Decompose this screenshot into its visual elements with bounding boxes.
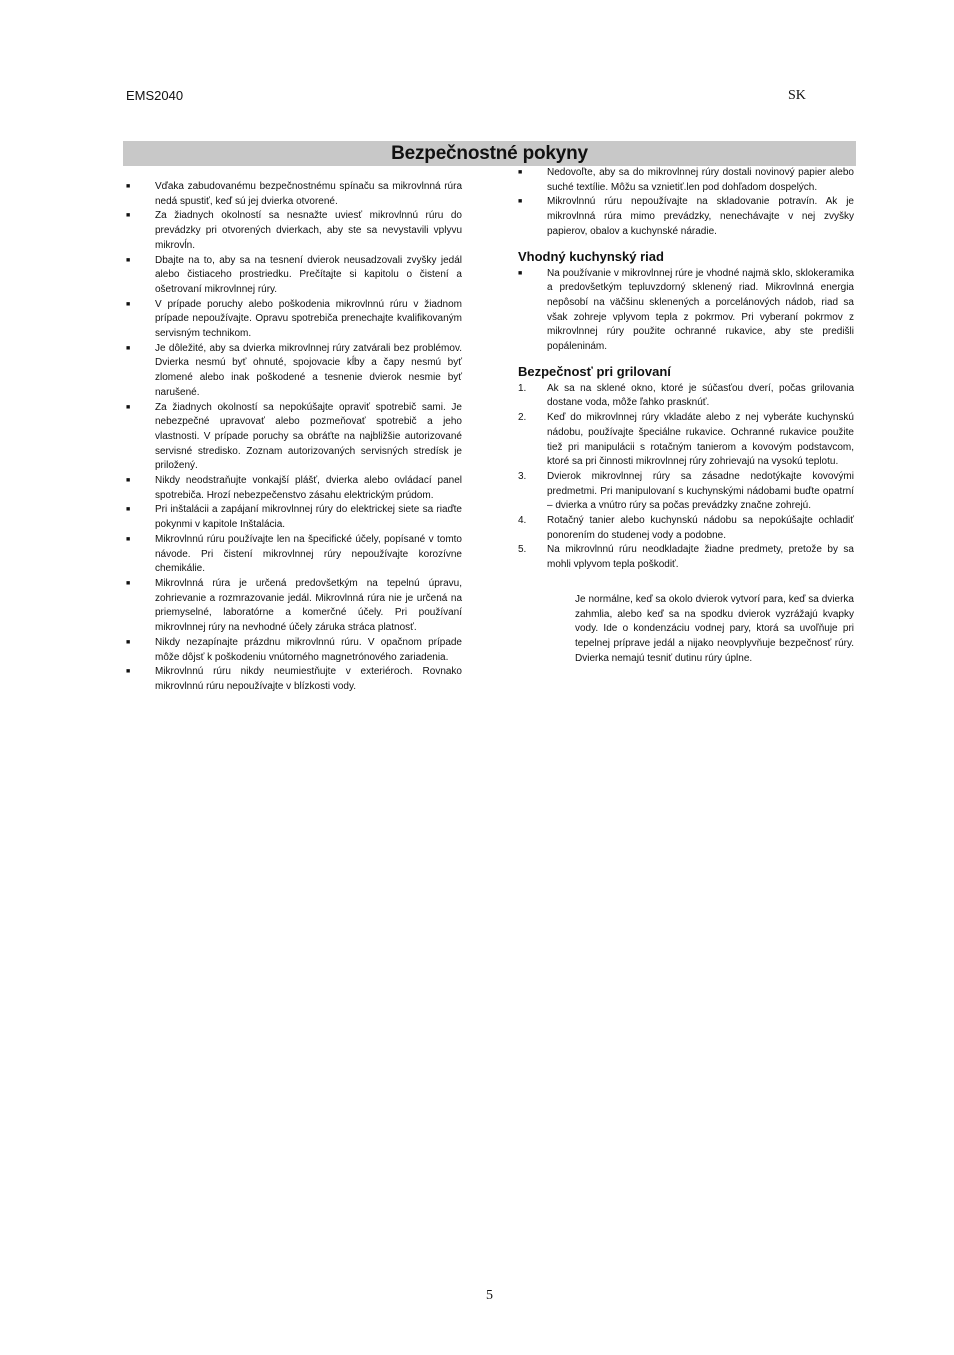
condensation-note: Je normálne, keď sa okolo dvierok vytvorí para, keď sa dvierka zahmlia, alebo keď sa na spodku dvierok vyzrážajú kvapky vody. Ide o kondenzáciu vodnej pary, ktorá sa uvoľňuje pri tepelnej príprave jedál a nijako neovplyvňuje bezpečnosť rúry. Dvierka nemajú tesniť dutinu rúry úplne. [575, 593, 854, 664]
list-item: ■ Pri inštalácii a zapájaní mikrovlnnej rúry do elektrickej siete sa riaďte pokynmi v kapitole Inštalácia. [126, 504, 462, 531]
bullet-icon: ■ [126, 668, 131, 676]
numbered-item: 1. Ak sa na sklené okno, ktoré je súčasťou dverí, počas grilovania dostane voda, môže ľahko prasknúť. [518, 382, 854, 409]
bullet-icon: ■ [126, 256, 131, 264]
bullet-icon: ■ [518, 269, 523, 277]
bullet-icon: ■ [126, 477, 131, 485]
list-item: ■ Dbajte na to, aby sa na tesnení dvierok neusadzovali zvyšky jedál alebo čistiaceho prostriedku. Prečítajte si kapitolu o čistení a ošetrovaní mikrovlnnej rúry. [126, 254, 462, 295]
item-number: 1. [518, 382, 527, 394]
bullet-icon: ■ [126, 506, 131, 514]
section-heading-kitchenware: Vhodný kuchynský riad [518, 248, 664, 264]
list-item: ■ Mikrovlnnú rúru nepoužívajte na skladovanie potravín. Ak je mikrovlnná rúra mimo prevádzky, nenechávajte v nej zvyšky papierov, obalov a kuchynské náradie. [518, 196, 854, 237]
bullet-icon: ■ [126, 344, 131, 352]
bullet-icon: ■ [518, 198, 523, 206]
list-item: ■ Mikrovlnnú rúru nikdy neumiestňujte v exteriéroch. Rovnako mikrovlnnú rúru nepoužívajte v blízkosti vody. [126, 666, 462, 692]
list-item: ■ V prípade poruchy alebo poškodenia mikrovlnnú rúru v žiadnom prípade nepoužívajte. Opravu spotrebiča prenechajte kvalifikovaným servisným technikom. [126, 298, 462, 340]
list-item: ■ Za žiadnych okolností sa nesnažte uviesť mikrovlnnú rúru do prevádzky pri otvorených dvierkach, aby ste sa nevystavili vplyvu mikrovĺn. [126, 210, 462, 251]
numbered-item: 4. Rotačný tanier alebo kuchynskú nádobu sa nepokúšajte ochladiť ponorením do studenej vody a podobne. [518, 515, 854, 541]
numbered-item: 5. Na mikrovlnnú rúru neodkladajte žiadne predmety, pretože by sa mohli vplyvom tepla poškodiť. [518, 544, 854, 571]
bullet-icon: ■ [126, 183, 131, 190]
bullet-icon: ■ [518, 169, 523, 176]
numbered-item: 2. Keď do mikrovlnnej rúry vkladáte alebo z nej vyberáte kuchynskú nádobu, používajte špeciálne rukavice. Ochranné rukavice použite tiež pri manipulácii s rotačným tanierom a kovovým podstavcom, ktoré sa pri činnosti mikrovlnnej rúry zohrievajú na vysokú teplotu. [518, 412, 854, 468]
section-heading-grill-safety: Bezpečnosť pri grilovaní [518, 363, 671, 379]
list-item: ■ Nedovoľte, aby sa do mikrovlnnej rúry dostali novinový papier alebo suché textílie. Môžu sa vznietiť.len pod dohľadom dospelých. [518, 167, 854, 193]
right-column [518, 166, 854, 666]
list-item: ■ Nikdy neodstraňujte vonkajší plášť, dvierka alebo ovládací panel spotrebiča. Hrozí nebezpečenstvo zásahu elektrickým prúdom. [126, 475, 462, 501]
item-number: 4. [518, 515, 527, 527]
bullet-icon: ■ [126, 212, 131, 220]
list-item: ■ Za žiadnych okolností sa nepokúšajte opraviť spotrebič sami. Je nebezpečné upravovať alebo pozmeňovať spotrebič a jeho vlastnosti. V prípade poruchy sa obráťte na najbližšie autorizované servisné stredisko. Zoznam autorizovaných servisných stredísk je priložený. [126, 401, 462, 472]
item-number: 3. [518, 470, 527, 482]
item-number: 5. [518, 544, 527, 556]
bullet-icon: ■ [126, 300, 131, 308]
left-column [126, 180, 462, 695]
document-language: SK [788, 88, 806, 103]
title-bar [123, 141, 856, 166]
list-item: ■ Mikrovlnnú rúru používajte len na špecifické účely, popísané v tomto návode. Pri čistení mikrovlnnej rúry nepoužívajte korozívne chemikálie. [126, 533, 462, 575]
bullet-icon: ■ [126, 535, 131, 543]
list-item: ■ Nikdy nezapínajte prázdnu mikrovlnnú rúru. V opačnom prípade môže dôjsť k poškodeniu vnútorného magnetrónového zariadenia. [126, 636, 462, 663]
document-model: EMS2040 [126, 88, 184, 103]
item-number: 2. [518, 412, 527, 424]
page-number: 5 [486, 1288, 493, 1303]
list-item: ■ Vďaka zabudovanému bezpečnostnému spínaču sa mikrovlnná rúra nedá spustiť, keď sú jej dvierka otvorené. [126, 181, 462, 207]
bullet-icon: ■ [126, 579, 131, 587]
list-item: ■ Je dôležité, aby sa dvierka mikrovlnnej rúry zatvárali bez problémov. Dvierka nesmú byť ohnuté, spojovacie kĺby a čapy nesmú byť zlomené alebo inak poškodené a tesnenie dvierok nesmie byť narušené. [126, 342, 462, 398]
list-item: ■ Mikrovlnná rúra je určená predovšetkým na tepelnú úpravu, zohrievanie a rozmrazovanie jedál. Mikrovlnná rúra nie je určená na priemyselné, laboratórne a komerčné účely. Pri používaní mikrovlnnej rúry na nevhodné účely záruka stráca platnosť. [126, 577, 462, 634]
bullet-icon: ■ [126, 403, 131, 411]
bullet-icon: ■ [126, 638, 131, 646]
page-title: Bezpečnostné pokyny [391, 143, 588, 164]
numbered-item: 3. Dvierok mikrovlnnej rúry sa zásadne nedotýkajte kovovými predmetmi. Pri manipulovaní s kuchynskými nádobami buďte opatrní – dvierka a vnútro rúry sa počas prevádzky značne zohrejú. [518, 470, 854, 512]
list-item: ■ Na používanie v mikrovlnnej rúre je vhodné najmä sklo, sklokeramika a predovšetkým tepluvzdorný sklenený riad. Mikrovlnná energia nepôsobí na väčšinu sklenených a porcelánových nádob, riad sa však zohreje vplyvom tepla z pokrmov. Pri vyberaní pokrmov z mikrovlnnej rúry použite ochranné rukavice, aby ste predišli popáleninám. [518, 267, 854, 353]
